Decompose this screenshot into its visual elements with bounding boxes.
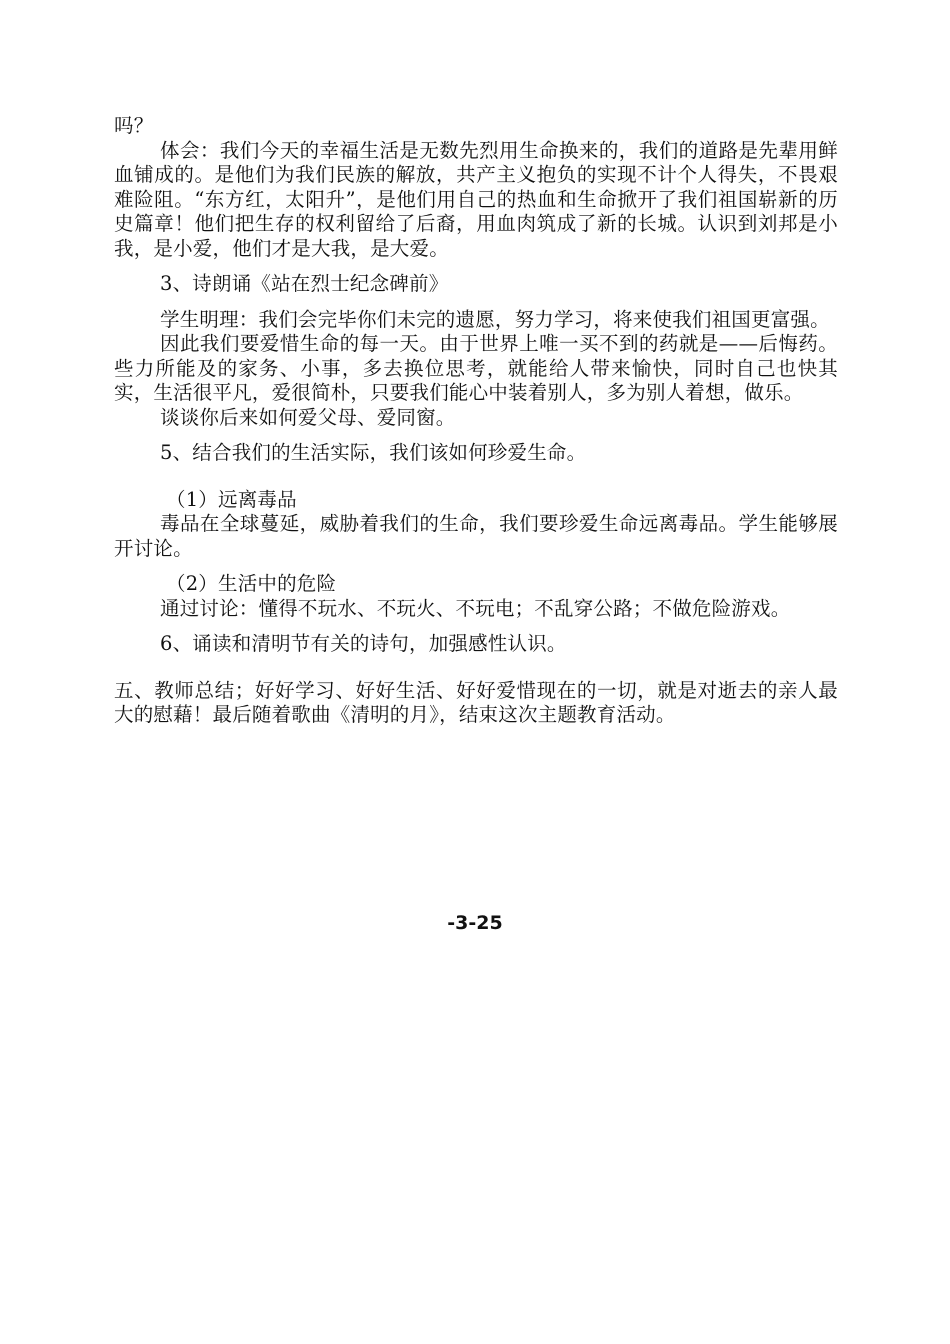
document-body — [114, 114, 838, 728]
section-heading-5: 5、结合我们的生活实际，我们该如何珍爱生命。 — [160, 441, 587, 464]
section-heading-6: 6、诵读和清明节有关的诗句，加强感性认识。 — [160, 632, 567, 655]
paragraph-teacher-summary: 五、教师总结；好好学习、好好生活、好好爱惜现在的一切，就是对逝去的亲人最大的慰藉！最后随着歌曲《清明的月》，结束这次主题教育活动。 — [114, 678, 838, 726]
paragraph-dangers: 通过讨论：懂得不玩水、不玩火、不玩电；不乱穿公路；不做危险游戏。 — [160, 596, 791, 620]
paragraph-reflection: 体会：我们今天的幸福生活是无数先烈用生命换来的，我们的道路是先辈用鲜血铺成的。是他们为我们民族的解放，共产主义抱负的实现不计个人得失，不畏艰难险阻。“东方红，太阳升”，是他们用自己的热血和生命掀开了我们祖国崭新的历史篇章！他们把生存的权利留给了后裔，用血肉筑成了新的长城。认识到刘邦是小我，是小爱，他们才是大我，是大爱。 — [114, 138, 838, 260]
section-heading-3: 3、诗朗诵《站在烈士纪念碑前》 — [160, 272, 449, 295]
paragraph-drugs: 毒品在全球蔓延，威胁着我们的生命，我们要珍爱生命远离毒品。学生能够展开讨论。 — [114, 512, 838, 560]
paragraph-discussion-prompt: 谈谈你后来如何爱父母、爱同窗。 — [160, 405, 456, 429]
page-number: -3-25 — [447, 912, 503, 934]
subsection-heading-drugs: （1）远离毒品 — [166, 487, 297, 511]
subsection-heading-dangers: （2）生活中的危险 — [166, 572, 337, 595]
paragraph-cherish-life: 因此我们要爱惜生命的每一天。由于世界上唯一买不到的药就是——后悔药。些力所能及的家务、小事，多去换位思考，就能给人带来愉快，同时自己也快其实，生活很平凡，爱很简朴，只要我们能心中装着别人，多为别人着想，做乐。 — [114, 332, 838, 404]
paragraph-continuation: 吗？ — [114, 114, 154, 137]
paragraph-student-understanding: 学生明理：我们会完毕你们未完的遗愿，努力学习，将来使我们祖国更富强。 — [160, 307, 830, 331]
